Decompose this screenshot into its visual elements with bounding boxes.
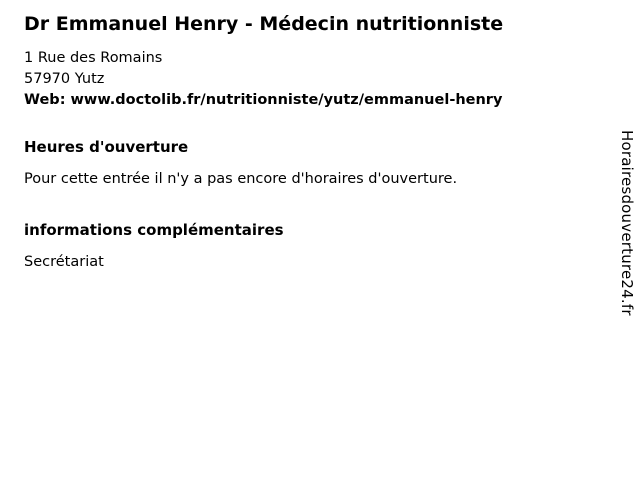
additional-info-text: Secrétariat [24,254,104,270]
address-city: 57970 Yutz [24,71,105,87]
website-link[interactable]: Web: www.doctolib.fr/nutritionniste/yutz/emmanuel-henry [24,92,503,108]
page-title: Dr Emmanuel Henry - Médecin nutritionniste [24,13,504,35]
additional-info-heading: informations complémentaires [24,221,284,239]
address-block [24,48,604,111]
opening-hours-text: Pour cette entrée il n'y a pas encore d'horaires d'ouverture. [24,171,458,187]
address-street: 1 Rue des Romains [24,50,163,66]
listing-content [24,0,604,273]
site-branding-vertical: Horairesdouverture24.fr [618,130,636,316]
opening-hours-heading: Heures d'ouverture [24,138,189,156]
